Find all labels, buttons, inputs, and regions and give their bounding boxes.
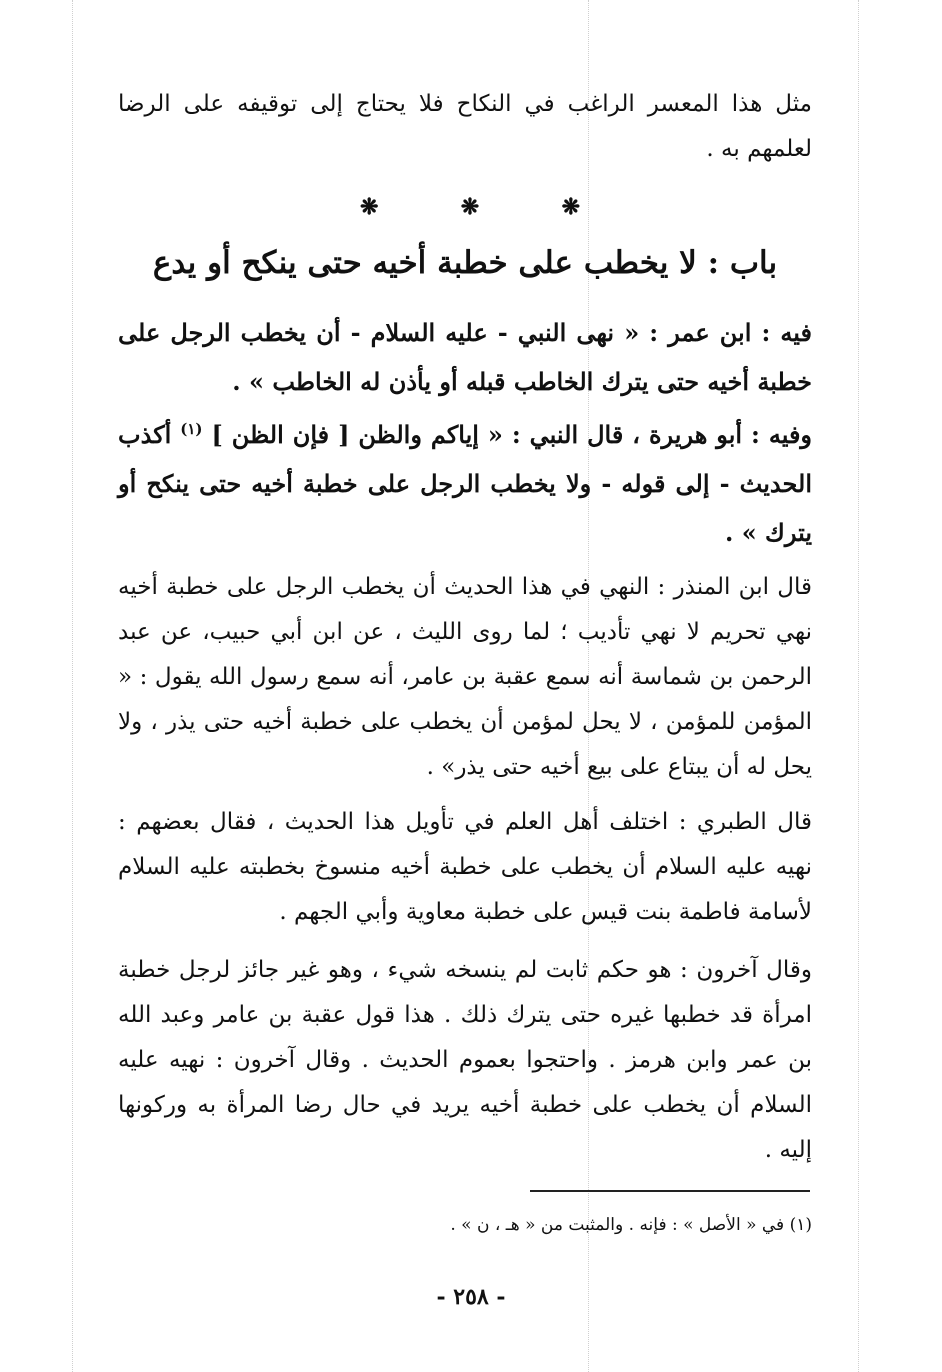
asterism-icon: ❋ [561,194,580,220]
footnote: (١) في « الأصل » : فإنه . والمثبت من « هـ ، ن » . [450,1215,812,1235]
section-separator [360,194,580,220]
hadith-abu-hurayra [118,410,812,557]
page-number: - ٢٥٨ - [436,1284,506,1310]
scan-guide-line [858,0,859,1372]
commentary-others: وقال آخرون : هو حكم ثابت لم ينسخه شيء ، وهو غير جائز لرجل خطبة امرأة قد خطبها غيره حتى يترك ذلك . هذا قول عقبة بن عامر وعبد الله بن عمر وابن هرمز . واحتجوا بعموم الحديث . وقال آخرون : نهيه عليه السلام أن يخطب على خطبة أخيه يريد في حال رضا المرأة به وركونها إليه . [118,957,812,1163]
footnote-divider [530,1190,810,1192]
hadith-ibn-umar: فيه : ابن عمر : « نهى النبي - عليه السلام - أن يخطب الرجل على خطبة أخيه حتى يترك الخاطب قبله أو يأذن له الخاطب » . [118,318,812,396]
commentary-ibn-mundhir: قال ابن المنذر : النهي في هذا الحديث أن يخطب الرجل على خطبة أخيه نهي تحريم لا نهي تأديب ؛ لما روى الليث ، عن ابن أبي حبيب، عن عبد الرحمن بن شماسة أنه سمع عقبة بن عامر، أنه سمع رسول الله يقول : « المؤمن للمؤمن ، لا يحل لمؤمن أن يخطب على خطبة أخيه حتى يذر ، ولا يحل له أن يبتاع على بيع أخيه حتى يذر» . [118,574,812,780]
scan-guide-line [72,0,73,1372]
asterism-icon: ❋ [460,194,480,220]
intro-paragraph: مثل هذا المعسر الراغب في النكاح فلا يحتاج إلى توقيفه على الرضا لعلمهم به . [118,91,812,162]
chapter-title: باب : لا يخطب على خطبة أخيه حتى ينكح أو يدع [152,245,778,281]
footnote-reference[interactable]: (١) [180,420,203,438]
hadith-text-after: أكذب الحديث - إلى قوله - ولا يخطب الرجل على خطبة أخيه حتى ينكح أو يترك » . [118,420,812,547]
commentary-tabari: قال الطبري : اختلف أهل العلم في تأويل هذا الحديث ، فقال بعضهم : نهيه عليه السلام أن يخطب على خطبة أخيه منسوخ بخطبته عليه السلام لأسامة فاطمة بنت قيس على خطبة معاوية وأبي الجهم . [118,809,812,925]
hadith-text-before: وفيه : أبو هريرة ، قال النبي : « إياكم والظن [ فإن الظن ] [202,420,812,449]
asterism-icon: ❋ [360,194,379,220]
